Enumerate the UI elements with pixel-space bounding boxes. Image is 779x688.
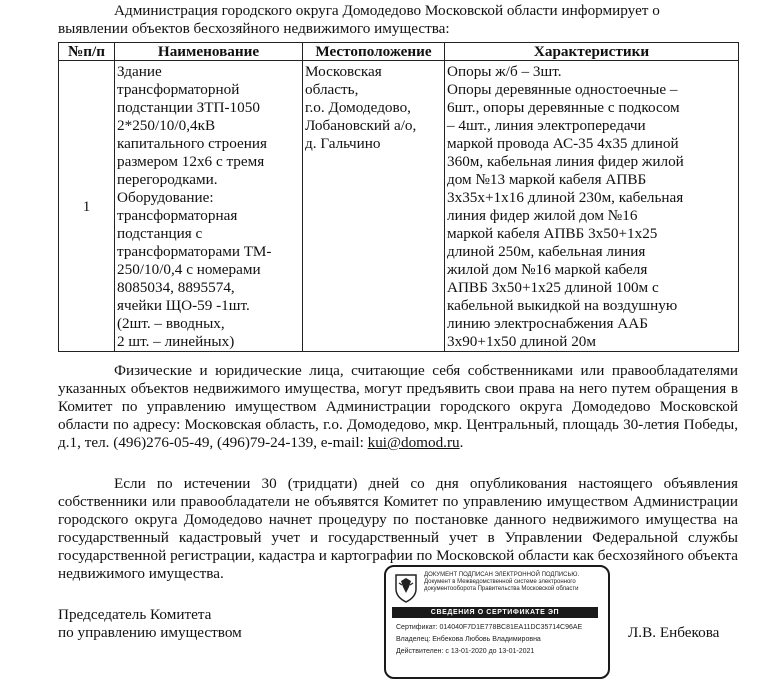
cell-line: Лобановский а/о, [305,117,417,134]
intro-line-1: Администрация городского округа Домодедово Московской области информирует о [114,2,660,19]
cell-line: 2*250/10/0,4кВ [117,117,216,134]
paragraph-claims-tail: . [459,434,464,451]
cell-line: Опоры ж/б – 3шт. [447,63,562,80]
cell-line: кабельной выкидкой на воздушную [447,297,678,314]
cell-line: 6шт., опоры деревянные с подкосом [447,99,680,116]
stamp-header: ДОКУМЕНТ ПОДПИСАН ЭЛЕКТРОННОЙ ПОДПИСЬЮ. Документ в Межведомственной системе электронного документооборота Правительства Московской области [424,572,580,592]
cell-line: линию электроснабжения ААБ [447,315,648,332]
cell-line: область, [305,81,359,98]
cell-line: трансформаторной [117,81,240,98]
cell-line: Оборудование: [117,189,214,206]
stamp-validity: Действителен: с 13-01-2020 до 13-01-2021 [396,648,535,655]
table-row [59,61,739,352]
cell-line: длиной 250м, кабельная линия [447,243,646,260]
cell-line: 360м, кабельная линия фидер жилой [447,153,684,170]
cell-line: АПВБ 3х50+1х25 длиной 100м с [447,279,659,296]
cell-line: дом №13 маркой кабеля АПВБ [447,171,647,188]
row-num: 1 [59,61,115,352]
row-characteristics [445,61,739,352]
stamp-band: СВЕДЕНИЯ О СЕРТИФИКАТЕ ЭП [392,607,598,618]
signature-title [58,606,242,642]
paragraph-claims [58,362,738,452]
signature-line-1: Председатель Комитета [58,606,212,623]
paragraph-procedure-text: Если по истечении 30 (тридцати) дней со дня опубликования настоящего объявления собственники или правообладатели не объявятся Комитет по управлению имуществом Администрации городского округа Домодедово начнет процедуру по постановке данного недвижимого имущества на государственный кадастровый учет и государственный учет в Управлении Федеральной службы государственной регистрации, кадастра и картографии по Московской области как бесхозяйного объекта недвижимого имущества. [58,475,738,582]
header-location: Местоположение [303,43,445,61]
cell-line: Московская [305,63,382,80]
header-num: №п/п [59,43,115,61]
objects-table [58,42,739,352]
cell-line: линия фидер жилой дом №16 [447,207,638,224]
cell-line: – 4шт., линия электропередачи [447,117,646,134]
intro-line-2: выявлении объектов бесхозяйного недвижимого имущества: [58,20,450,37]
cell-line: 3х35х+1х16 длиной 230м, кабельная [447,189,684,206]
cell-line: трансформаторами ТМ- [117,243,272,260]
row-name [115,61,303,352]
coat-of-arms-icon [394,573,418,603]
stamp-certificate: Сертификат: 014040F7D1E778BC81EA11DC35714C96AE [396,624,583,631]
cell-line: ячейки ЩО-59 -1шт. [117,297,250,314]
cell-line: 8085034, 8895574, [117,279,235,296]
cell-line: 3х90+1х50 длиной 20м [447,333,596,350]
stamp-owner: Владелец: Енбекова Любовь Владимировна [396,636,541,643]
cell-line: Здание [117,63,162,80]
email-link[interactable]: kui@domod.ru [367,434,460,451]
cell-line: д. Гальчино [305,135,381,152]
intro [58,2,738,38]
cell-line: 250/10/0,4 с номерами [117,261,261,278]
cell-line: подстанция с [117,225,203,242]
cell-line: размером 12х6 с тремя [117,153,265,170]
header-name: Наименование [115,43,303,61]
cell-line: жилой дом №16 маркой кабеля [447,261,648,278]
cell-line: маркой провода АС-35 4х35 длиной [447,135,679,152]
table-header-row [59,43,739,61]
cell-line: 2 шт. – линейных) [117,333,235,350]
cell-line: трансформаторная [117,207,238,224]
cell-line: капитального строения [117,135,268,152]
cell-line: (2шт. – вводных, [117,315,225,332]
cell-line: г.о. Домодедово, [305,99,411,116]
cell-line: перегородками. [117,171,218,188]
cell-line: маркой кабеля АПВБ 3х50+1х25 [447,225,658,242]
cell-line: Опоры деревянные одностоечные – [447,81,678,98]
cell-line: подстанции ЗТП-1050 [117,99,260,116]
header-characteristics: Характеристики [445,43,739,61]
row-location [303,61,445,352]
electronic-signature-stamp [384,565,610,679]
signature-name: Л.В. Енбекова [628,624,720,641]
signature-line-2: по управлению имуществом [58,624,242,641]
paragraph-claims-text: Физические и юридические лица, считающие себя собственниками или правообладателями указанных объектов недвижимого имущества, могут предъявить свои права на него путем обращения в Комитет по управлению имуществом Администрации городского округа Домодедово Московской области по адресу: Московская область, г.о. Домодедово, мкр. Центральный, площадь 30-летия Победы, д.1, тел. (496)276-05-49, (496)79-24-139, e-mail: [58,362,738,451]
